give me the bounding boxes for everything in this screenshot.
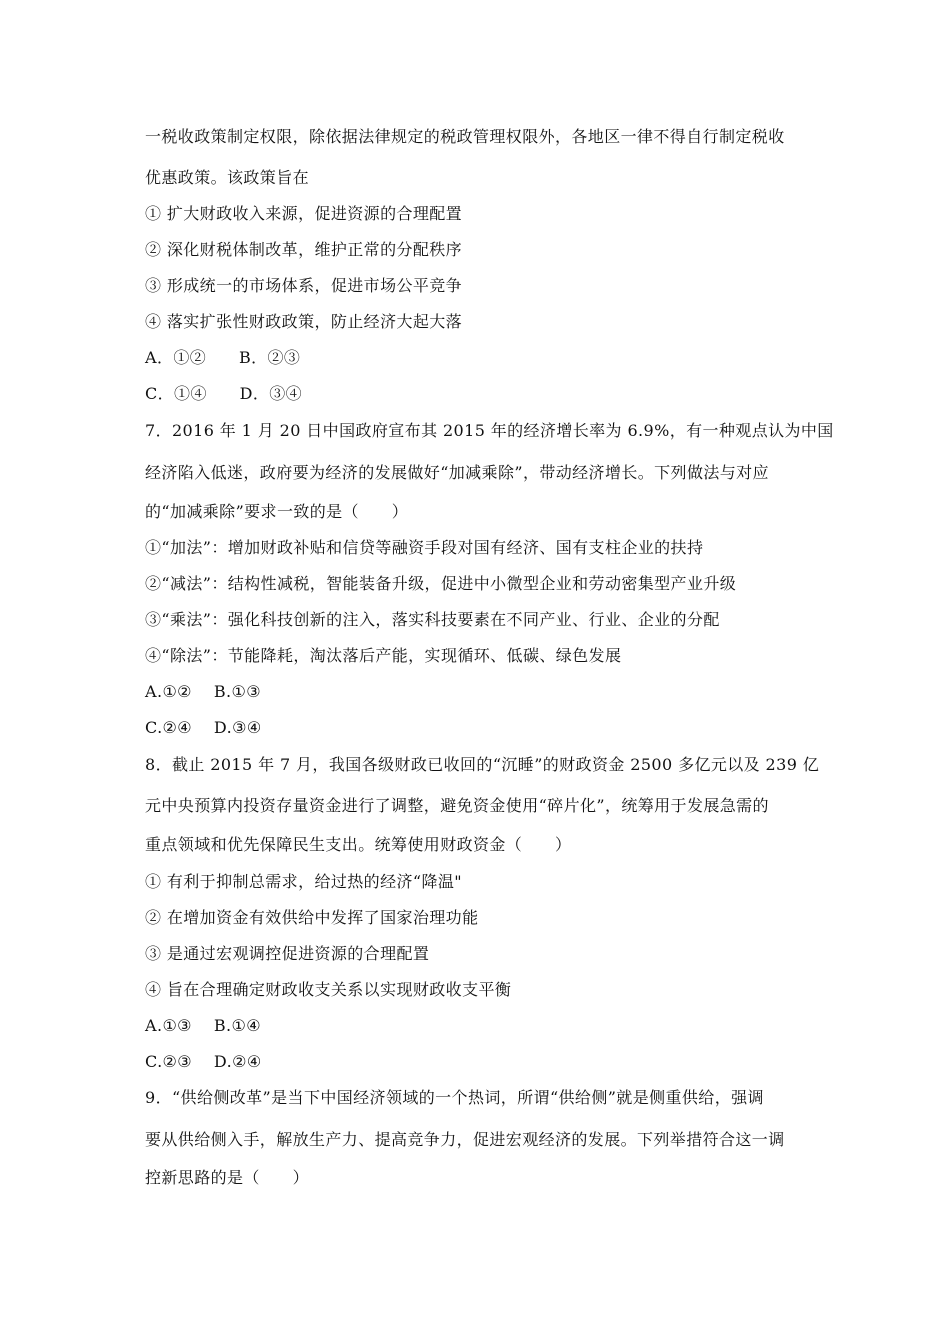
question-8-text: 重点领域和优先保障民生支出。统筹使用财政资金（ ）: [145, 835, 572, 854]
answer-choices: C.②④ D.③④: [145, 718, 262, 737]
question-9-text: 9．“供给侧改革”是当下中国经济领域的一个热词，所谓“供给侧”就是侧重供给，强调: [145, 1088, 764, 1107]
option-line: ④“除法”：节能降耗，淘汰落后产能，实现循环、低碳、绿色发展: [145, 646, 622, 665]
answer-choices: A.①② B.①③: [145, 682, 261, 701]
text-line: 优惠政策。该政策旨在: [145, 168, 310, 187]
option-line: ③ 是通过宏观调控促进资源的合理配置: [145, 944, 430, 963]
answer-choices: A.①③ B.①④: [145, 1016, 261, 1035]
text-line: 一税收政策制定权限，除依据法律规定的税政管理权限外，各地区一律不得自行制定税收: [145, 127, 785, 146]
option-line: ①“加法”：增加财政补贴和信贷等融资手段对国有经济、国有支柱企业的扶持: [145, 538, 704, 557]
answer-choices: A．①② B．②③: [145, 348, 301, 367]
option-line: ② 深化财税体制改革，维护正常的分配秩序: [145, 240, 463, 259]
question-9-text: 控新思路的是（ ）: [145, 1168, 310, 1187]
option-line: ④ 落实扩张性财政政策，防止经济大起大落: [145, 312, 463, 331]
option-line: ②“减法”：结构性减税，智能装备升级，促进中小微型企业和劳动密集型产业升级: [145, 574, 737, 593]
option-line: ③“乘法”：强化科技创新的注入，落实科技要素在不同产业、行业、企业的分配: [145, 610, 720, 629]
option-line: ④ 旨在合理确定财政收支关系以实现财政收支平衡: [145, 980, 512, 999]
option-line: ② 在增加资金有效供给中发挥了国家治理功能: [145, 908, 479, 927]
question-7-text: 经济陷入低迷，政府要为经济的发展做好“加减乘除”，带动经济增长。下列做法与对应: [145, 463, 769, 482]
option-line: ③ 形成统一的市场体系，促进市场公平竞争: [145, 276, 463, 295]
answer-choices: C.②③ D.②④: [145, 1052, 262, 1071]
answer-choices: C．①④ D．③④: [145, 384, 303, 403]
question-8-text: 8．截止 2015 年 7 月，我国各级财政已收回的“沉睡”的财政资金 2500 多亿元以及 239 亿: [145, 755, 820, 774]
question-9-text: 要从供给侧入手，解放生产力、提高竞争力，促进宏观经济的发展。下列举措符合这一调: [145, 1130, 785, 1149]
question-7-text: 的“加减乘除”要求一致的是（ ）: [145, 502, 409, 521]
option-line: ① 有利于抑制总需求，给过热的经济“降温": [145, 872, 463, 891]
question-7-text: 7．2016 年 1 月 20 日中国政府宣布其 2015 年的经济增长率为 6.9%，有一种观点认为中国: [145, 421, 834, 440]
option-line: ① 扩大财政收入来源，促进资源的合理配置: [145, 204, 463, 223]
question-8-text: 元中央预算内投资存量资金进行了调整，避免资金使用“碎片化”，统筹用于发展急需的: [145, 796, 769, 815]
